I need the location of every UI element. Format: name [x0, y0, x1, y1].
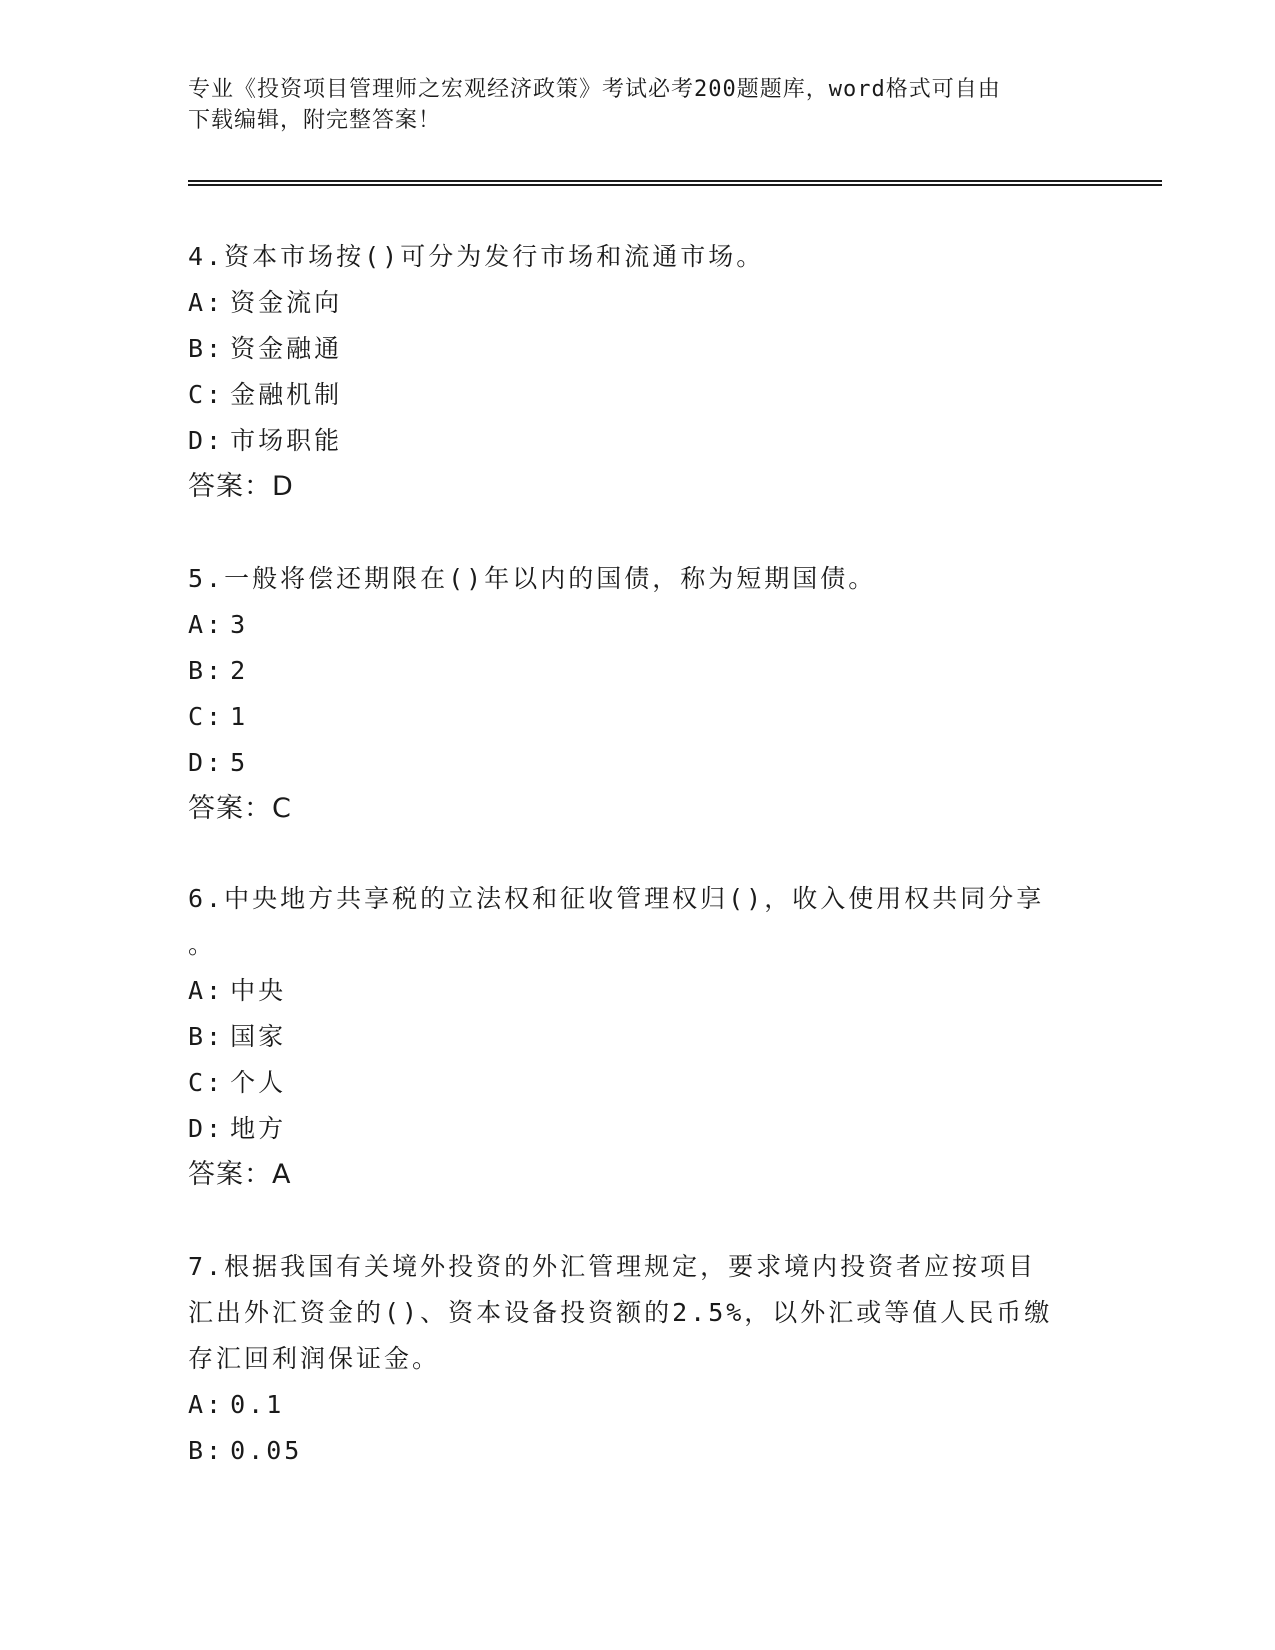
- header-divider-bottom: [188, 184, 1162, 186]
- option-key: A:: [188, 1390, 225, 1419]
- option-key: D:: [188, 748, 225, 777]
- header-divider-top: [188, 180, 1162, 182]
- option-b: [188, 326, 1078, 372]
- question-text: 4.资本市场按()可分为发行市场和流通市场。: [188, 242, 765, 271]
- option-value: 3: [230, 610, 249, 639]
- option-a: [188, 1382, 1078, 1428]
- option-value: 市场职能: [230, 426, 343, 455]
- header-title-line-2: 下载编辑，附完整答案！: [188, 108, 442, 133]
- option-value: 中央: [230, 976, 287, 1005]
- option-c: [188, 694, 1078, 740]
- option-value: 国家: [230, 1022, 287, 1051]
- option-a: [188, 602, 1078, 648]
- option-b: [188, 648, 1078, 694]
- option-key: D:: [188, 426, 225, 455]
- header-title-line-1: 专业《投资项目管理师之宏观经济政策》考试必考200题题库，word格式可自由: [188, 77, 1001, 102]
- option-key: B:: [188, 334, 225, 363]
- option-value: 资金融通: [230, 334, 343, 363]
- option-key: B:: [188, 1436, 225, 1465]
- option-b: [188, 1014, 1078, 1060]
- question-text-line-3: 存汇回利润保证金。: [188, 1344, 441, 1373]
- option-b: [188, 1428, 1078, 1474]
- answer-line: 答案：D: [188, 471, 294, 502]
- option-value: 5: [230, 748, 249, 777]
- option-value: 0.05: [230, 1436, 303, 1465]
- question-text: 5.一般将偿还期限在()年以内的国债，称为短期国债。: [188, 564, 877, 593]
- option-value: 个人: [230, 1068, 287, 1097]
- question-7: [188, 1244, 1078, 1474]
- question-text-line-1: 6.中央地方共享税的立法权和征收管理权归()，收入使用权共同分享: [188, 884, 1045, 913]
- option-key: D:: [188, 1114, 225, 1143]
- question-text-line-1: 7.根据我国有关境外投资的外汇管理规定，要求境内投资者应按项目: [188, 1252, 1037, 1281]
- option-key: A:: [188, 610, 225, 639]
- question-text-line-2: 汇出外汇资金的()、资本设备投资额的2.5%，以外汇或等值人民币缴: [188, 1298, 1053, 1327]
- option-d: [188, 1106, 1078, 1152]
- option-a: [188, 968, 1078, 1014]
- answer-line: 答案：A: [188, 1159, 292, 1190]
- option-value: 资金流向: [230, 288, 343, 317]
- option-value: 2: [230, 656, 249, 685]
- option-value: 金融机制: [230, 380, 343, 409]
- question-5: [188, 556, 1078, 832]
- option-value: 0.1: [230, 1390, 285, 1419]
- option-value: 地方: [230, 1114, 287, 1143]
- option-key: C:: [188, 380, 225, 409]
- option-key: A:: [188, 976, 225, 1005]
- question-6: [188, 876, 1078, 1198]
- option-key: A:: [188, 288, 225, 317]
- option-value: 1: [230, 702, 249, 731]
- option-c: [188, 372, 1078, 418]
- option-key: B:: [188, 1022, 225, 1051]
- document-header: [188, 74, 1078, 136]
- option-a: [188, 280, 1078, 326]
- question-text-line-2: 。: [188, 930, 217, 959]
- question-4: [188, 234, 1078, 510]
- option-d: [188, 740, 1078, 786]
- answer-line: 答案：C: [188, 793, 292, 824]
- option-c: [188, 1060, 1078, 1106]
- option-key: C:: [188, 1068, 225, 1097]
- option-key: B:: [188, 656, 225, 685]
- option-key: C:: [188, 702, 225, 731]
- option-d: [188, 418, 1078, 464]
